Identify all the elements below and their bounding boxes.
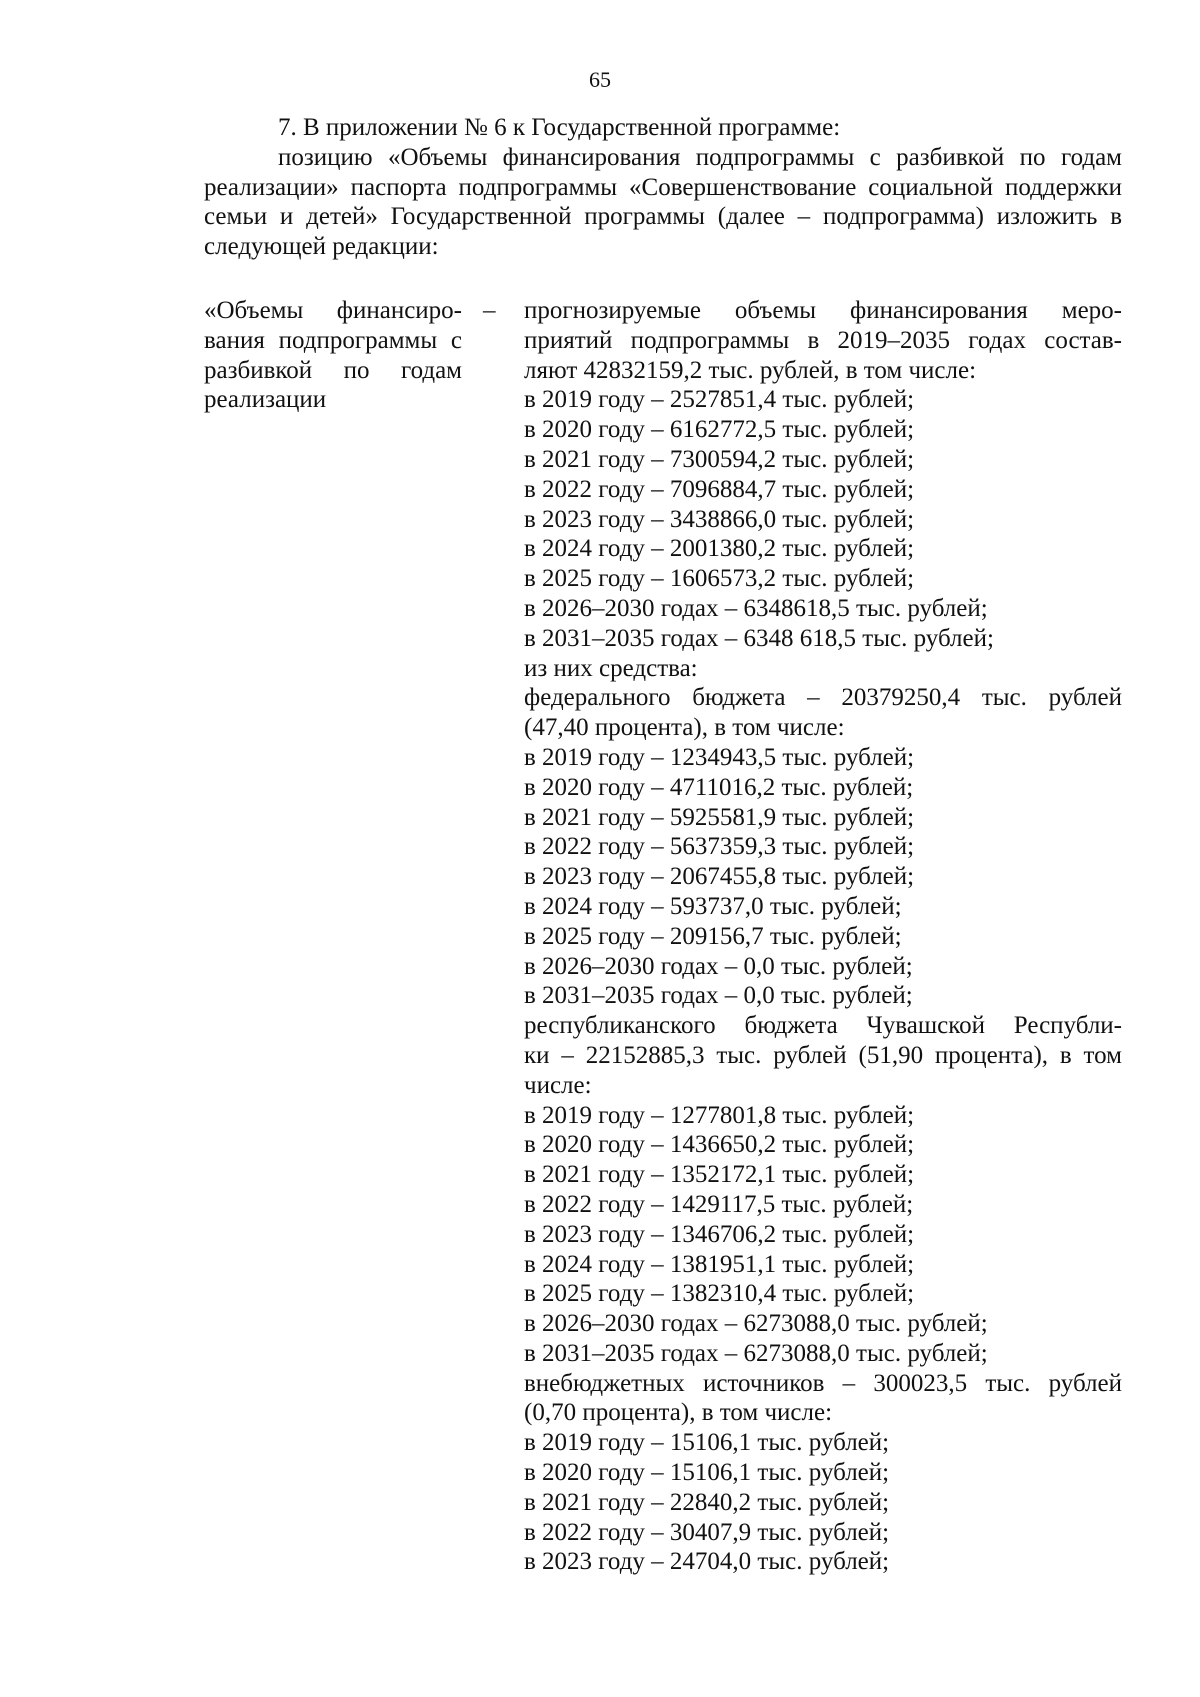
financing-intro-line: приятий подпрограммы в 2019–2035 годах состав- bbox=[524, 326, 1122, 354]
republic-year-item: в 2020 году – 1436650,2 тыс. рублей; bbox=[524, 1131, 915, 1159]
republic-year-item: в 2019 году – 1277801,8 тыс. рублей; bbox=[524, 1101, 915, 1129]
extrabudget-year-item: в 2019 году – 15106,1 тыс. рублей; bbox=[524, 1429, 890, 1457]
financing-intro-line: прогнозируемые объемы финансирования меро- bbox=[524, 297, 1122, 324]
position-label-line: разбивкой по годам bbox=[204, 356, 462, 384]
republic-budget-line: ки – 22152885,3 тыс. рублей (51,90 процента), в том bbox=[524, 1041, 1122, 1069]
federal-budget-line: федерального бюджета – 20379250,4 тыс. рублей bbox=[524, 684, 1122, 712]
total-year-item: в 2024 году – 2001380,2 тыс. рублей; bbox=[524, 535, 915, 563]
federal-year-item: в 2024 году – 593737,0 тыс. рублей; bbox=[524, 892, 902, 920]
federal-year-item: в 2025 году – 209156,7 тыс. рублей; bbox=[524, 922, 902, 950]
total-year-item: в 2019 году – 2527851,4 тыс. рублей; bbox=[524, 386, 915, 414]
republic-year-item: в 2023 году – 1346706,2 тыс. рублей; bbox=[524, 1220, 915, 1248]
position-label-line: реализации bbox=[204, 386, 327, 414]
total-year-item: в 2022 году – 7096884,7 тыс. рублей; bbox=[524, 475, 915, 503]
extrabudget-line: внебюджетных источников – 300023,5 тыс. рублей bbox=[524, 1369, 1122, 1397]
total-year-item: в 2025 году – 1606573,2 тыс. рублей; bbox=[524, 565, 915, 593]
federal-budget-line: (47,40 процента), в том числе: bbox=[524, 714, 845, 742]
column-separator-dash: – bbox=[483, 297, 496, 324]
financing-details bbox=[524, 296, 1122, 1577]
federal-year-item: в 2026–2030 годах – 0,0 тыс. рублей; bbox=[524, 952, 913, 980]
republic-budget-line: республиканского бюджета Чувашской Республи- bbox=[524, 1012, 1122, 1040]
federal-year-item: в 2019 году – 1234943,5 тыс. рублей; bbox=[524, 743, 915, 771]
extrabudget-year-item: в 2021 году – 22840,2 тыс. рублей; bbox=[524, 1488, 890, 1516]
intro-paragraph: позицию «Объемы финансирования подпрограммы с разбивкой по годам реализации» паспорта подпрограммы «Совершенствование социальной поддержки семьи и детей» Государственной программы (далее – подпрограмма) изложить в следующей редакции: bbox=[204, 143, 1122, 261]
position-label bbox=[204, 296, 462, 415]
federal-year-item: в 2020 году – 4711016,2 тыс. рублей; bbox=[524, 773, 914, 801]
position-label-line: вания подпрограммы с bbox=[204, 326, 462, 354]
federal-year-item: в 2022 году – 5637359,3 тыс. рублей; bbox=[524, 833, 915, 861]
total-year-item: в 2020 году – 6162772,5 тыс. рублей; bbox=[524, 416, 915, 444]
total-year-item: в 2026–2030 годах – 6348618,5 тыс. рублей; bbox=[524, 594, 988, 622]
intro-section bbox=[204, 113, 1122, 262]
federal-year-item: в 2031–2035 годах – 0,0 тыс. рублей; bbox=[524, 982, 913, 1010]
republic-year-item: в 2026–2030 годах – 6273088,0 тыс. рублей; bbox=[524, 1310, 988, 1338]
federal-year-item: в 2023 году – 2067455,8 тыс. рублей; bbox=[524, 863, 915, 891]
intro-heading: 7. В приложении № 6 к Государственной программе: bbox=[278, 114, 841, 141]
federal-year-item: в 2021 году – 5925581,9 тыс. рублей; bbox=[524, 803, 915, 831]
republic-year-item: в 2022 году – 1429117,5 тыс. рублей; bbox=[524, 1190, 914, 1218]
republic-year-item: в 2025 году – 1382310,4 тыс. рублей; bbox=[524, 1280, 915, 1308]
position-label-line: «Объемы финансиро- bbox=[204, 297, 462, 324]
republic-year-item: в 2024 году – 1381951,1 тыс. рублей; bbox=[524, 1250, 915, 1278]
republic-year-item: в 2031–2035 годах – 6273088,0 тыс. рублей; bbox=[524, 1339, 988, 1367]
extrabudget-line: (0,70 процента), в том числе: bbox=[524, 1399, 833, 1427]
financing-intro-line: ляют 42832159,2 тыс. рублей, в том числе: bbox=[524, 356, 977, 384]
total-year-item: в 2021 году – 7300594,2 тыс. рублей; bbox=[524, 445, 915, 473]
republic-budget-line: числе: bbox=[524, 1071, 592, 1099]
extrabudget-year-item: в 2023 году – 24704,0 тыс. рублей; bbox=[524, 1548, 890, 1576]
total-year-item: в 2031–2035 годах – 6348 618,5 тыс. рублей; bbox=[524, 624, 994, 652]
page-number: 65 bbox=[589, 67, 611, 92]
extrabudget-year-item: в 2020 году – 15106,1 тыс. рублей; bbox=[524, 1459, 890, 1487]
extrabudget-year-item: в 2022 году – 30407,9 тыс. рублей; bbox=[524, 1518, 890, 1546]
republic-year-item: в 2021 году – 1352172,1 тыс. рублей; bbox=[524, 1161, 915, 1189]
sources-heading: из них средства: bbox=[524, 654, 698, 682]
total-year-item: в 2023 году – 3438866,0 тыс. рублей; bbox=[524, 505, 915, 533]
